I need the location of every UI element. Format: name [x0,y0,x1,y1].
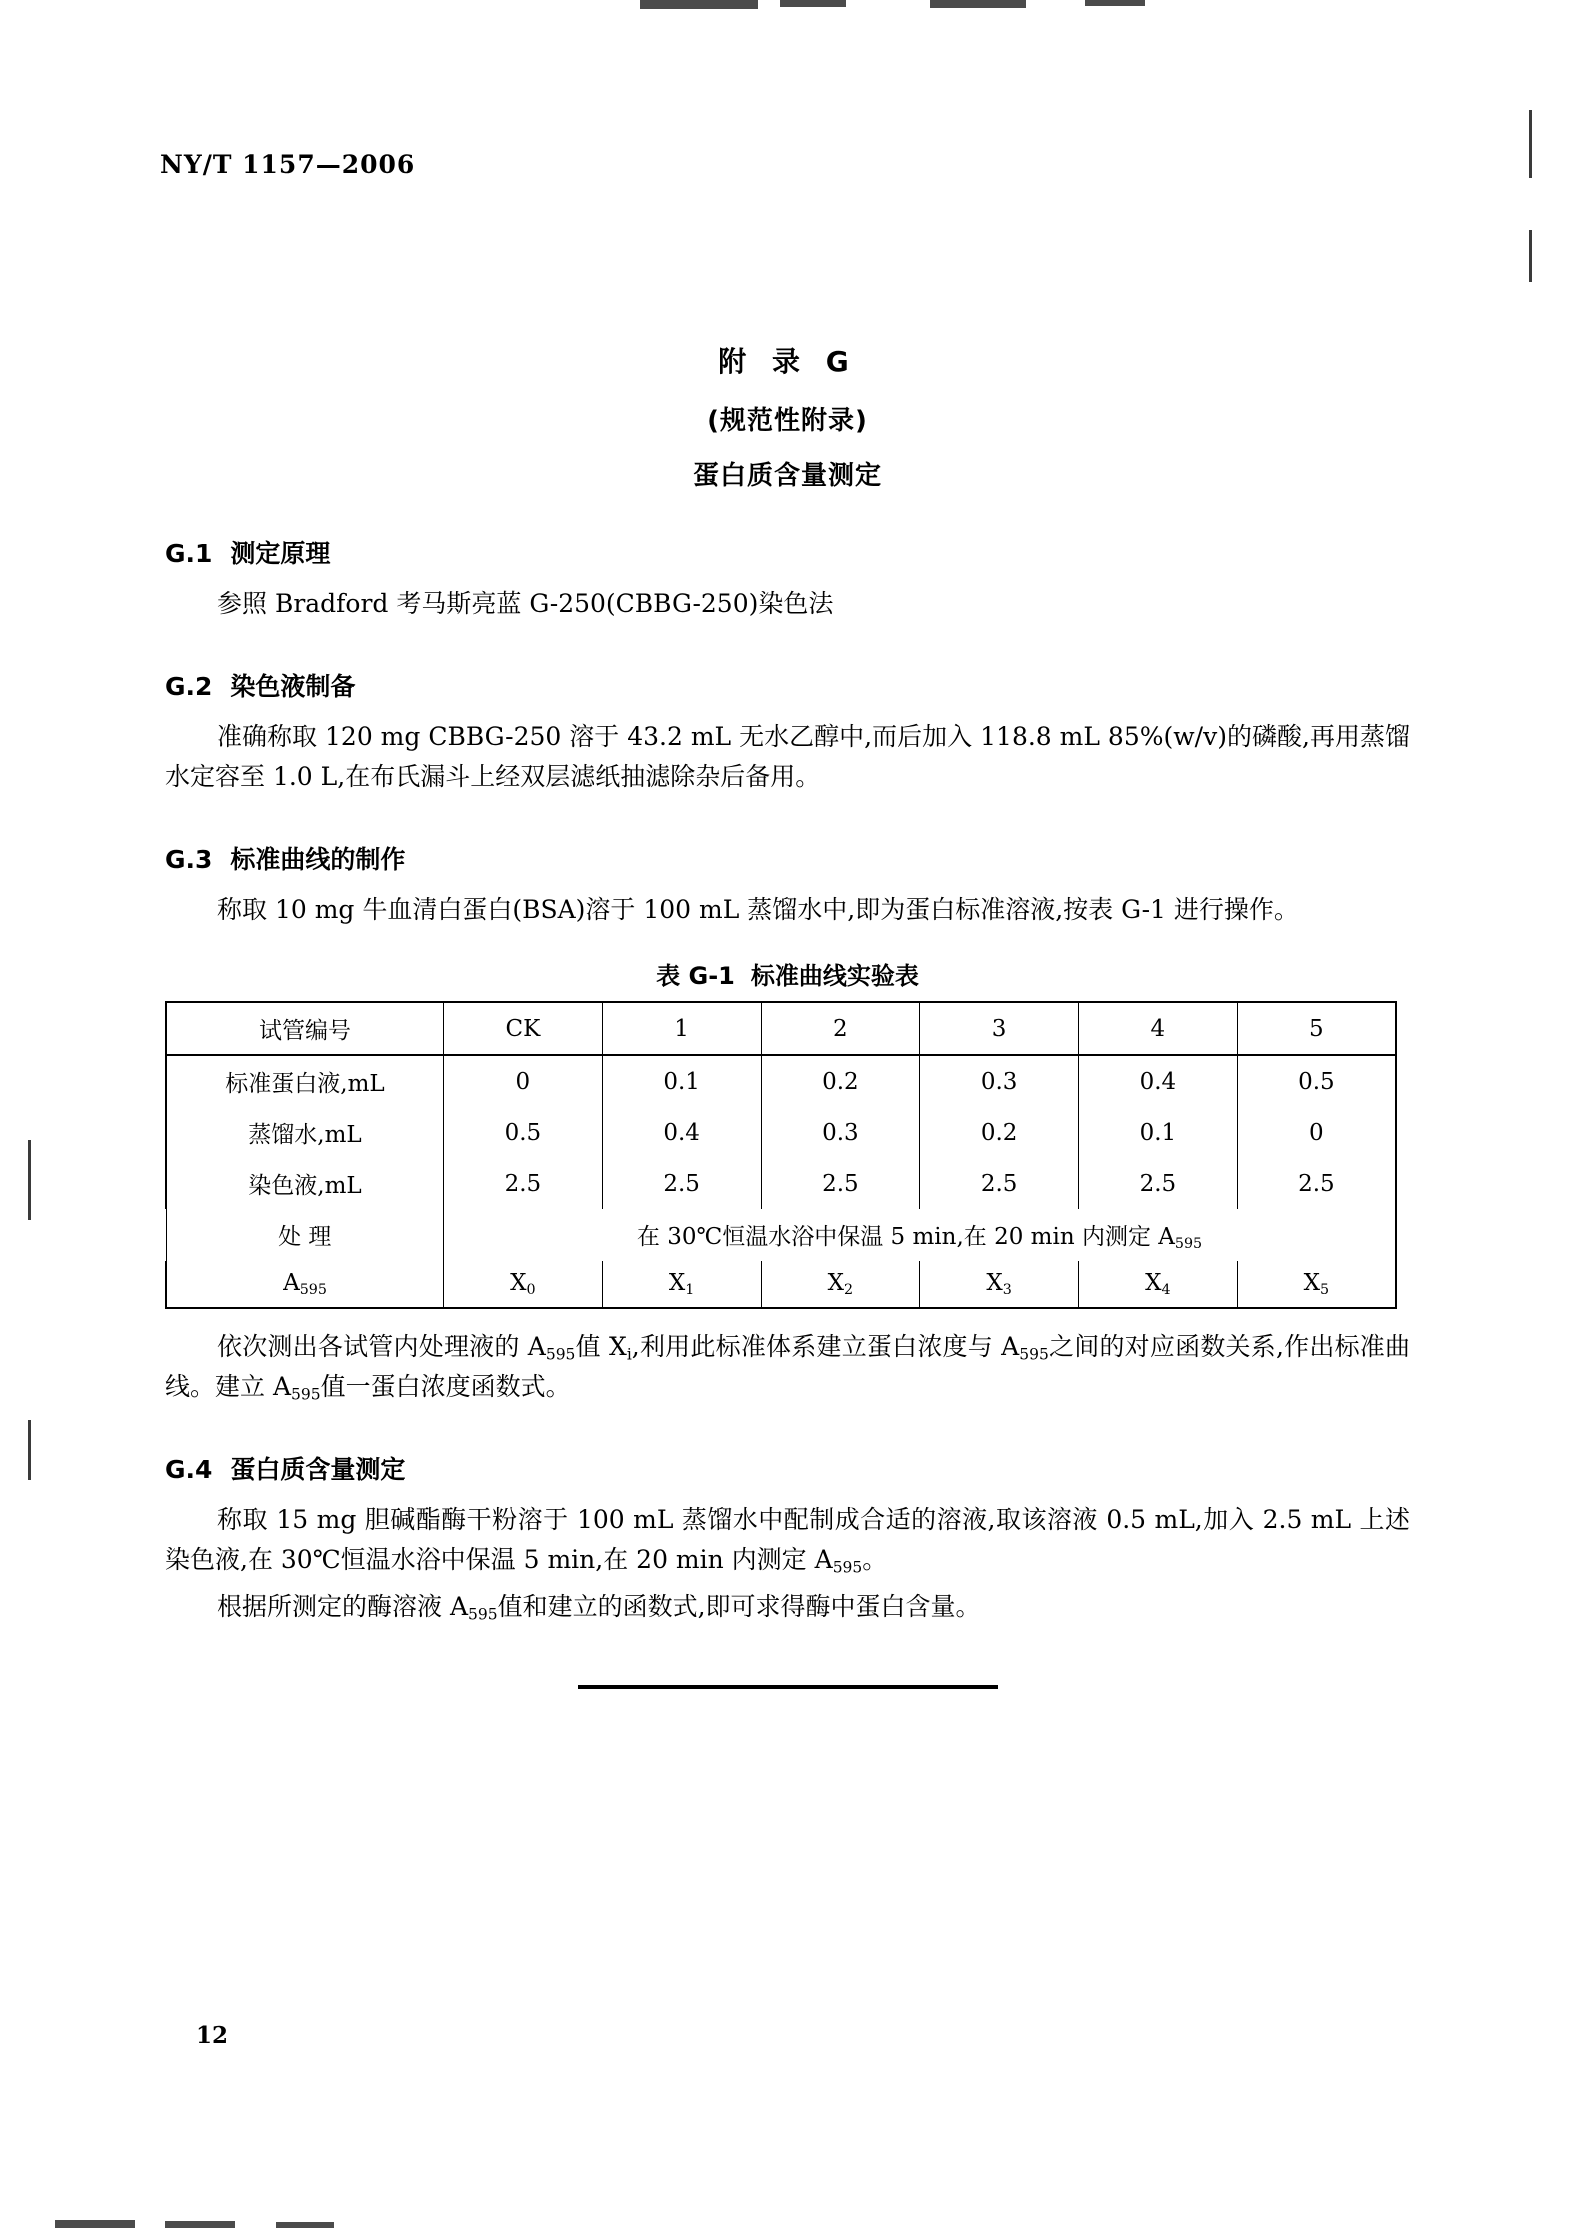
subscript: 595 [1019,1345,1049,1364]
table-header-row [166,1002,1396,1055]
table-cell: 0 [444,1055,603,1107]
post-table-paragraph: 依次测出各试管内处理液的 $A_{595}$值 $X_i$,利用此标准体系建立蛋白浓度与 $A_{595}$之间的对应函数关系,作出标准曲线。建立 $A_{595}$值一蛋白浓度函数式。 [165,1331,1411,1404]
table-cell: $X_1$ [602,1261,761,1308]
clause-title-g4: 蛋白质含量测定 [230,1454,406,1484]
clause-title-g2: 染色液制备 [230,671,356,701]
table-cell: $X_0$ [444,1261,603,1308]
table-absorbance-row [166,1261,1396,1308]
clause-number-g3: G.3 [165,844,213,874]
table-cell: 0.3 [761,1107,920,1158]
clause-number-g2: G.2 [165,671,213,701]
subscript: i [626,1345,632,1364]
table-cell: 2.5 [920,1158,1079,1209]
clause-heading-g4 [165,1450,1410,1486]
clause-heading-g3 [165,840,1410,876]
subscript: 595 [832,1558,863,1577]
standard-number-header: NY/T 1157—2006 [160,150,416,179]
table-row-label: 染色液,mL [166,1158,444,1209]
scan-artifact-top [1085,0,1145,6]
table-row-label-treatment: 处 理 [166,1209,444,1261]
clause-title-g3: 标准曲线的制作 [230,844,406,874]
table-header-3: 3 [920,1002,1079,1055]
table-cell: 2.5 [1237,1158,1396,1209]
clause-number-g1: G.1 [165,539,213,568]
page-number: 12 [196,2022,229,2049]
table-cell: $X_4$ [1079,1261,1238,1308]
table-header-4: 4 [1079,1002,1238,1055]
table-row [166,1107,1396,1158]
scan-artifact-bottom [55,2220,135,2228]
table-cell: 0.5 [1237,1055,1396,1107]
table-treatment-row [166,1209,1396,1261]
subscript: 595 [299,1281,327,1298]
scan-artifact-margin [28,1140,31,1220]
table-cell: 0.1 [602,1055,761,1107]
table-cell: 2.5 [1079,1158,1238,1209]
clause-g4-paragraph-1: 称取 15 mg 胆碱酯酶干粉溶于 100 mL 蒸馏水中配制成合适的溶液,取该溶液 0.5 mL,加入 2.5 mL 上述染色液,在 30℃恒温水浴中保温 5 min,在 20 min 内测定 $A_{595}$。 [165,1504,1410,1577]
document-body [165,340,1410,1689]
subscript: 4 [1161,1281,1171,1298]
table-cell: 0.4 [602,1107,761,1158]
subscript: 595 [468,1605,498,1624]
subscript: 595 [1174,1235,1203,1252]
subscript: 1 [685,1281,695,1298]
scan-artifact-bottom [276,2222,334,2228]
subscript: 595 [291,1385,321,1404]
clause-g1-paragraph: 参照 Bradford 考马斯亮蓝 G-250(CBBG-250)染色法 [217,589,834,618]
clause-g2-paragraph: 准确称取 120 mg CBBG-250 溶于 43.2 mL 无水乙醇中,而后加入 118.8 mL 85%(w/v)的磷酸,再用蒸馏水定容至 1.0 L,在布氏漏斗上经双层滤纸抽滤除杂后备用。 [165,721,1410,791]
table-header-2: 2 [761,1002,920,1055]
scan-artifact-top [780,0,846,7]
table-cell: 0.5 [444,1107,603,1158]
appendix-type-label: (规范性附录) [707,406,868,436]
scan-artifact-margin [1529,230,1532,282]
table-cell: 2.5 [444,1158,603,1209]
clause-title-g1: 测定原理 [230,539,331,568]
clause-g4-paragraph-2: 根据所测定的酶溶液 $A_{595}$值和建立的函数式,即可求得酶中蛋白含量。 [217,1591,981,1624]
standard-curve-table [165,1001,1397,1309]
table-cell: 2.5 [602,1158,761,1209]
table-title: 标准曲线实验表 [750,962,919,990]
subscript: 3 [1002,1281,1012,1298]
table-cell: 2.5 [761,1158,920,1209]
scan-artifact-margin [1529,110,1532,178]
table-row-label: 蒸馏水,mL [166,1107,444,1158]
table-number: 表 G-1 [656,962,735,990]
table-cell: $X_5$ [1237,1261,1396,1308]
table-treatment-text: 在 30℃恒温水浴中保温 5 min,在 20 min 内测定 $A_{595}$ [444,1209,1397,1261]
clause-heading-g2 [165,667,1410,703]
appendix-subject-title: 蛋白质含量测定 [692,461,882,491]
table-row [166,1055,1396,1107]
subscript: 5 [1320,1281,1330,1298]
table-header-ck: CK [444,1002,603,1055]
table-cell: 0.2 [761,1055,920,1107]
scan-artifact-bottom [165,2221,235,2228]
subscript: 0 [526,1281,536,1298]
scan-artifact-margin [28,1420,31,1480]
table-cell: $X_2$ [761,1261,920,1308]
appendix-title-block [165,340,1410,492]
scan-artifact-top [640,0,758,9]
table-header-1: 1 [602,1002,761,1055]
subscript: 595 [545,1345,576,1364]
clause-g3-paragraph: 称取 10 mg 牛血清白蛋白(BSA)溶于 100 mL 蒸馏水中,即为蛋白标准溶液,按表 G-1 进行操作。 [217,894,1299,924]
scan-artifact-top [930,0,1026,8]
table-row-label: 标准蛋白液,mL [166,1055,444,1107]
table-row-label-absorbance: $A_{595}$ [166,1261,444,1308]
table-cell: $X_3$ [920,1261,1079,1308]
table-caption [165,956,1410,991]
appendix-title: 附 录 G [718,345,857,378]
clause-heading-g1 [165,534,1410,570]
table-header-label: 试管编号 [166,1002,444,1055]
end-of-section-rule [578,1685,998,1689]
table-cell: 0.2 [920,1107,1079,1158]
subscript: 2 [844,1281,854,1298]
table-cell: 0.1 [1079,1107,1238,1158]
table-row [166,1158,1396,1209]
table-header-5: 5 [1237,1002,1396,1055]
table-cell: 0.4 [1079,1055,1238,1107]
table-cell: 0.3 [920,1055,1079,1107]
table-cell: 0 [1237,1107,1396,1158]
clause-number-g4: G.4 [165,1454,213,1484]
